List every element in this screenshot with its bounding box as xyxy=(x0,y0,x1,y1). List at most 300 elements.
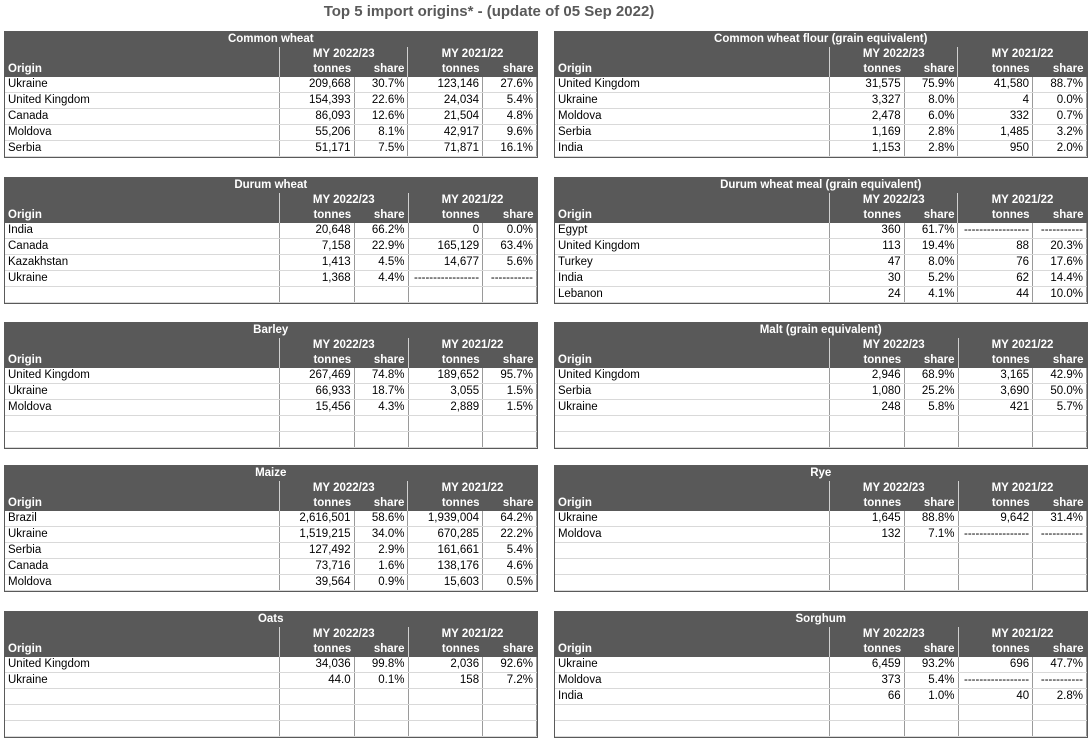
share-previous-cell xyxy=(1033,416,1087,432)
share-current-cell xyxy=(354,705,408,721)
share-current-cell xyxy=(904,559,958,575)
tonnes-header: tonnes xyxy=(830,353,905,368)
share-current-cell xyxy=(354,689,408,705)
tonnes-current-cell: 2,616,501 xyxy=(280,511,355,527)
period-current-header: MY 2022/23 xyxy=(280,627,408,642)
table-row xyxy=(5,511,537,527)
tonnes-header: tonnes xyxy=(830,496,905,511)
tonnes-previous-cell: 421 xyxy=(958,400,1033,416)
period-previous-header: MY 2021/22 xyxy=(408,481,537,496)
tonnes-previous-cell: 76 xyxy=(958,255,1033,271)
origin-cell: Ukraine xyxy=(5,527,280,543)
tonnes-header: tonnes xyxy=(280,496,355,511)
import-table xyxy=(555,178,1087,303)
share-current-cell: 75.9% xyxy=(904,77,958,93)
tonnes-previous-cell xyxy=(958,705,1033,721)
period-current-header: MY 2022/23 xyxy=(830,481,958,496)
share-previous-cell: ----------- xyxy=(1033,673,1087,689)
tonnes-previous-cell xyxy=(958,416,1033,432)
share-current-cell: 2.8% xyxy=(904,125,958,141)
product-name: Common wheat xyxy=(5,32,537,47)
share-current-cell: 1.6% xyxy=(354,559,408,575)
import-table xyxy=(555,323,1087,448)
tonnes-current-cell: 132 xyxy=(830,527,905,543)
share-current-cell: 5.4% xyxy=(904,673,958,689)
table-row xyxy=(5,239,537,255)
share-previous-cell: 10.0% xyxy=(1033,287,1087,303)
table-row xyxy=(555,575,1087,591)
tonnes-current-cell: 209,668 xyxy=(280,77,355,93)
tonnes-header: tonnes xyxy=(408,62,483,77)
tonnes-header: tonnes xyxy=(958,62,1033,77)
table-panel xyxy=(554,611,1088,738)
share-current-cell: 8.0% xyxy=(904,255,958,271)
origin-cell: India xyxy=(5,223,280,239)
product-name: Common wheat flour (grain equivalent) xyxy=(555,32,1087,47)
origin-cell: Ukraine xyxy=(555,400,830,416)
share-previous-cell: 47.7% xyxy=(1033,657,1087,673)
tonnes-current-cell: 1,519,215 xyxy=(280,527,355,543)
share-previous-cell: 63.4% xyxy=(483,239,537,255)
origin-header: Origin xyxy=(555,642,830,657)
origin-header: Origin xyxy=(555,353,830,368)
origin-cell: Moldova xyxy=(555,109,830,125)
period-current-header: MY 2022/23 xyxy=(280,47,408,62)
origin-cell xyxy=(5,432,280,448)
origin-cell: United Kingdom xyxy=(5,368,280,384)
table-row xyxy=(5,416,537,432)
tonnes-current-cell: 113 xyxy=(830,239,905,255)
origin-cell: Ukraine xyxy=(555,511,830,527)
share-current-cell: 4.4% xyxy=(354,271,408,287)
share-current-cell: 61.7% xyxy=(904,223,958,239)
table-panel xyxy=(554,31,1088,158)
header-blank xyxy=(555,481,830,496)
share-header: share xyxy=(1033,62,1087,77)
share-previous-cell: 42.9% xyxy=(1033,368,1087,384)
tonnes-previous-cell: 42,917 xyxy=(408,125,483,141)
tonnes-current-cell: 248 xyxy=(830,400,905,416)
share-current-cell: 8.0% xyxy=(904,93,958,109)
header-blank xyxy=(555,338,830,353)
table-row xyxy=(5,721,537,737)
origin-header: Origin xyxy=(555,208,830,223)
origin-cell: Moldova xyxy=(555,673,830,689)
share-previous-cell: 3.2% xyxy=(1033,125,1087,141)
share-previous-cell: 14.4% xyxy=(1033,271,1087,287)
origin-cell: Ukraine xyxy=(5,271,280,287)
table-panel xyxy=(554,322,1088,449)
origin-cell xyxy=(555,543,830,559)
tonnes-previous-cell: 15,603 xyxy=(408,575,483,591)
share-header: share xyxy=(904,353,958,368)
table-row xyxy=(5,705,537,721)
tonnes-current-cell xyxy=(280,689,355,705)
origin-cell: United Kingdom xyxy=(5,93,280,109)
tonnes-current-cell: 360 xyxy=(830,223,905,239)
share-header: share xyxy=(483,642,537,657)
tonnes-header: tonnes xyxy=(408,353,483,368)
share-header: share xyxy=(1033,208,1087,223)
period-previous-header: MY 2021/22 xyxy=(408,627,537,642)
share-previous-cell: 22.2% xyxy=(483,527,537,543)
table-row xyxy=(5,77,537,93)
origin-cell: Serbia xyxy=(5,543,280,559)
tonnes-previous-cell: 62 xyxy=(958,271,1033,287)
share-header: share xyxy=(1033,642,1087,657)
origin-cell: Moldova xyxy=(555,527,830,543)
share-previous-cell: 0.5% xyxy=(483,575,537,591)
share-previous-cell: ----------- xyxy=(1033,527,1087,543)
share-current-cell xyxy=(354,416,408,432)
origin-cell: Moldova xyxy=(5,400,280,416)
table-row xyxy=(5,125,537,141)
share-current-cell: 2.9% xyxy=(354,543,408,559)
tonnes-previous-cell: 189,652 xyxy=(408,368,483,384)
table-row xyxy=(555,109,1087,125)
product-name: Maize xyxy=(5,466,537,481)
table-row xyxy=(555,93,1087,109)
tonnes-previous-cell: 123,146 xyxy=(408,77,483,93)
share-current-cell: 7.1% xyxy=(904,527,958,543)
share-previous-cell: 17.6% xyxy=(1033,255,1087,271)
table-row xyxy=(5,400,537,416)
header-blank xyxy=(5,627,280,642)
origin-cell: Ukraine xyxy=(5,673,280,689)
product-name: Durum wheat xyxy=(5,178,537,193)
page-title: Top 5 import origins* - (update of 05 Sep 2022) xyxy=(323,3,655,20)
table-row xyxy=(555,400,1087,416)
tonnes-current-cell: 7,158 xyxy=(280,239,355,255)
origin-cell xyxy=(555,432,830,448)
origin-cell: United Kingdom xyxy=(5,657,280,673)
origin-cell xyxy=(555,721,830,737)
origin-cell: United Kingdom xyxy=(555,368,830,384)
origin-cell: Ukraine xyxy=(5,77,280,93)
tonnes-header: tonnes xyxy=(958,496,1033,511)
tonnes-previous-cell: ----------------- xyxy=(958,223,1033,239)
tonnes-current-cell: 1,645 xyxy=(830,511,905,527)
table-row xyxy=(5,109,537,125)
import-table xyxy=(5,466,537,591)
product-name: Malt (grain equivalent) xyxy=(555,323,1087,338)
table-row xyxy=(555,239,1087,255)
tonnes-current-cell xyxy=(830,559,905,575)
share-previous-cell: 88.7% xyxy=(1033,77,1087,93)
share-previous-cell: 0.7% xyxy=(1033,109,1087,125)
table-panel xyxy=(554,465,1088,592)
share-current-cell: 25.2% xyxy=(904,384,958,400)
header-blank xyxy=(555,193,830,208)
tonnes-previous-cell xyxy=(408,432,483,448)
tonnes-current-cell: 66 xyxy=(830,689,905,705)
origin-cell xyxy=(555,416,830,432)
share-previous-cell xyxy=(483,705,537,721)
share-header: share xyxy=(354,208,408,223)
period-previous-header: MY 2021/22 xyxy=(408,338,536,353)
tonnes-previous-cell: 332 xyxy=(958,109,1033,125)
origin-cell: Lebanon xyxy=(555,287,830,303)
origin-cell xyxy=(5,287,280,303)
table-row xyxy=(555,543,1087,559)
tonnes-previous-cell: 161,661 xyxy=(408,543,483,559)
share-previous-cell xyxy=(483,287,537,303)
tonnes-current-cell: 1,153 xyxy=(830,141,905,157)
period-current-header: MY 2022/23 xyxy=(830,193,958,208)
tonnes-header: tonnes xyxy=(280,62,355,77)
tonnes-previous-cell: 165,129 xyxy=(408,239,483,255)
origin-cell: Turkey xyxy=(555,255,830,271)
table-row xyxy=(555,432,1087,448)
share-header: share xyxy=(354,496,408,511)
tonnes-header: tonnes xyxy=(280,642,355,657)
share-header: share xyxy=(483,208,537,223)
share-current-cell: 30.7% xyxy=(354,77,408,93)
share-current-cell xyxy=(904,575,958,591)
origin-cell: India xyxy=(555,141,830,157)
tonnes-current-cell: 24 xyxy=(830,287,905,303)
origin-header: Origin xyxy=(5,642,280,657)
period-current-header: MY 2022/23 xyxy=(280,338,408,353)
tonnes-current-cell: 2,946 xyxy=(830,368,905,384)
import-table xyxy=(5,178,537,303)
header-blank xyxy=(5,47,280,62)
share-current-cell xyxy=(354,721,408,737)
tonnes-previous-cell: 2,889 xyxy=(408,400,483,416)
tonnes-current-cell: 39,564 xyxy=(280,575,355,591)
tonnes-previous-cell: 1,485 xyxy=(958,125,1033,141)
share-current-cell xyxy=(904,416,958,432)
share-current-cell: 93.2% xyxy=(904,657,958,673)
tonnes-current-cell: 20,648 xyxy=(280,223,355,239)
share-previous-cell xyxy=(483,432,537,448)
share-previous-cell xyxy=(483,416,537,432)
table-panel xyxy=(4,611,538,738)
table-row xyxy=(555,689,1087,705)
table-panel xyxy=(4,465,538,592)
tonnes-current-cell: 30 xyxy=(830,271,905,287)
table-row xyxy=(5,287,537,303)
share-current-cell: 22.9% xyxy=(354,239,408,255)
share-current-cell: 8.1% xyxy=(354,125,408,141)
tonnes-current-cell xyxy=(830,416,905,432)
origin-cell xyxy=(555,705,830,721)
tonnes-current-cell: 15,456 xyxy=(280,400,355,416)
share-current-cell: 58.6% xyxy=(354,511,408,527)
tonnes-current-cell: 127,492 xyxy=(280,543,355,559)
origin-cell: Egypt xyxy=(555,223,830,239)
tonnes-current-cell xyxy=(830,705,905,721)
share-current-cell: 66.2% xyxy=(354,223,408,239)
origin-cell: United Kingdom xyxy=(555,77,830,93)
tonnes-current-cell xyxy=(830,575,905,591)
tonnes-previous-cell: ----------------- xyxy=(958,527,1033,543)
table-row xyxy=(555,255,1087,271)
tonnes-header: tonnes xyxy=(408,496,483,511)
header-blank xyxy=(5,481,280,496)
share-current-cell xyxy=(904,432,958,448)
table-row xyxy=(5,93,537,109)
tonnes-previous-cell xyxy=(408,721,483,737)
origin-cell: Ukraine xyxy=(5,384,280,400)
share-previous-cell: 95.7% xyxy=(483,368,537,384)
share-current-cell xyxy=(354,432,408,448)
table-row xyxy=(555,527,1087,543)
tonnes-current-cell xyxy=(830,721,905,737)
tonnes-header: tonnes xyxy=(280,208,355,223)
period-previous-header: MY 2021/22 xyxy=(408,193,537,208)
period-current-header: MY 2022/23 xyxy=(830,47,958,62)
share-previous-cell: 5.6% xyxy=(483,255,537,271)
share-previous-cell: 27.6% xyxy=(483,77,537,93)
tonnes-current-cell: 2,478 xyxy=(830,109,905,125)
share-current-cell: 7.5% xyxy=(354,141,408,157)
share-current-cell xyxy=(904,721,958,737)
tonnes-header: tonnes xyxy=(830,642,905,657)
share-previous-cell xyxy=(483,689,537,705)
origin-cell xyxy=(555,559,830,575)
share-previous-cell xyxy=(1033,559,1087,575)
share-current-cell: 1.0% xyxy=(904,689,958,705)
table-row xyxy=(555,657,1087,673)
origin-cell: Serbia xyxy=(555,384,830,400)
tonnes-previous-cell xyxy=(958,543,1033,559)
share-previous-cell: 31.4% xyxy=(1033,511,1087,527)
share-current-cell: 18.7% xyxy=(354,384,408,400)
table-row xyxy=(5,271,537,287)
share-previous-cell xyxy=(1033,432,1087,448)
share-previous-cell: 20.3% xyxy=(1033,239,1087,255)
origin-header: Origin xyxy=(555,62,830,77)
share-current-cell xyxy=(354,287,408,303)
share-previous-cell: ----------- xyxy=(483,271,537,287)
table-row xyxy=(555,271,1087,287)
share-header: share xyxy=(1033,353,1087,368)
table-row xyxy=(5,141,537,157)
tonnes-previous-cell xyxy=(408,705,483,721)
share-current-cell: 34.0% xyxy=(354,527,408,543)
share-current-cell: 88.8% xyxy=(904,511,958,527)
tonnes-header: tonnes xyxy=(408,208,483,223)
share-header: share xyxy=(904,62,958,77)
table-row xyxy=(555,384,1087,400)
tonnes-header: tonnes xyxy=(830,208,905,223)
share-previous-cell: 0.0% xyxy=(1033,93,1087,109)
origin-cell: United Kingdom xyxy=(555,239,830,255)
share-current-cell: 4.5% xyxy=(354,255,408,271)
header-blank xyxy=(555,627,830,642)
table-row xyxy=(555,673,1087,689)
origin-cell: India xyxy=(555,271,830,287)
origin-cell xyxy=(5,689,280,705)
share-previous-cell: 2.8% xyxy=(1033,689,1087,705)
tonnes-previous-cell: ----------------- xyxy=(408,271,483,287)
table-row xyxy=(5,575,537,591)
tonnes-previous-cell: 3,690 xyxy=(958,384,1033,400)
share-header: share xyxy=(354,353,408,368)
tonnes-previous-cell: 3,165 xyxy=(958,368,1033,384)
tonnes-previous-cell xyxy=(408,287,483,303)
tonnes-previous-cell: 14,677 xyxy=(408,255,483,271)
tonnes-header: tonnes xyxy=(958,642,1033,657)
table-row xyxy=(555,416,1087,432)
import-table xyxy=(555,612,1087,737)
tonnes-previous-cell: 71,871 xyxy=(408,141,483,157)
share-header: share xyxy=(483,353,537,368)
tonnes-current-cell: 51,171 xyxy=(280,141,355,157)
table-row xyxy=(5,255,537,271)
table-row xyxy=(555,125,1087,141)
tonnes-previous-cell: 670,285 xyxy=(408,527,483,543)
share-header: share xyxy=(354,62,408,77)
tonnes-previous-cell: 158 xyxy=(408,673,483,689)
period-current-header: MY 2022/23 xyxy=(830,338,958,353)
table-row xyxy=(5,223,537,239)
tonnes-current-cell xyxy=(830,543,905,559)
origin-header: Origin xyxy=(555,496,830,511)
tonnes-previous-cell: 3,055 xyxy=(408,384,483,400)
period-previous-header: MY 2021/22 xyxy=(958,193,1087,208)
tonnes-previous-cell: 138,176 xyxy=(408,559,483,575)
share-current-cell: 2.8% xyxy=(904,141,958,157)
table-panel xyxy=(4,322,538,449)
share-previous-cell: ----------- xyxy=(1033,223,1087,239)
tonnes-header: tonnes xyxy=(408,642,483,657)
share-header: share xyxy=(904,642,958,657)
import-table xyxy=(5,612,537,737)
tonnes-current-cell: 267,469 xyxy=(280,368,355,384)
product-name: Sorghum xyxy=(555,612,1087,627)
share-header: share xyxy=(1033,496,1087,511)
header-blank xyxy=(5,338,280,353)
tonnes-previous-cell xyxy=(958,721,1033,737)
tonnes-previous-cell: 2,036 xyxy=(408,657,483,673)
table-row xyxy=(5,527,537,543)
table-row xyxy=(555,368,1087,384)
tonnes-header: tonnes xyxy=(280,353,355,368)
origin-cell: Moldova xyxy=(5,125,280,141)
tonnes-current-cell: 73,716 xyxy=(280,559,355,575)
period-previous-header: MY 2021/22 xyxy=(408,47,537,62)
tonnes-current-cell: 1,169 xyxy=(830,125,905,141)
origin-cell: India xyxy=(555,689,830,705)
share-previous-cell: 64.2% xyxy=(483,511,537,527)
tonnes-current-cell: 3,327 xyxy=(830,93,905,109)
share-previous-cell: 1.5% xyxy=(483,400,537,416)
tonnes-previous-cell: 1,939,004 xyxy=(408,511,483,527)
share-previous-cell: 7.2% xyxy=(483,673,537,689)
import-table xyxy=(5,32,537,157)
share-previous-cell: 1.5% xyxy=(483,384,537,400)
period-previous-header: MY 2021/22 xyxy=(958,47,1087,62)
tonnes-header: tonnes xyxy=(958,208,1033,223)
share-previous-cell: 0.0% xyxy=(483,223,537,239)
share-header: share xyxy=(483,62,537,77)
origin-cell: Moldova xyxy=(5,575,280,591)
share-previous-cell xyxy=(483,721,537,737)
tonnes-previous-cell: 88 xyxy=(958,239,1033,255)
share-current-cell: 0.9% xyxy=(354,575,408,591)
origin-cell: Canada xyxy=(5,109,280,125)
share-header: share xyxy=(904,208,958,223)
share-previous-cell: 5.4% xyxy=(483,543,537,559)
share-current-cell: 5.8% xyxy=(904,400,958,416)
table-row xyxy=(5,432,537,448)
tonnes-current-cell: 1,080 xyxy=(830,384,905,400)
tonnes-current-cell: 1,368 xyxy=(280,271,355,287)
origin-cell: Serbia xyxy=(555,125,830,141)
origin-header: Origin xyxy=(5,496,280,511)
